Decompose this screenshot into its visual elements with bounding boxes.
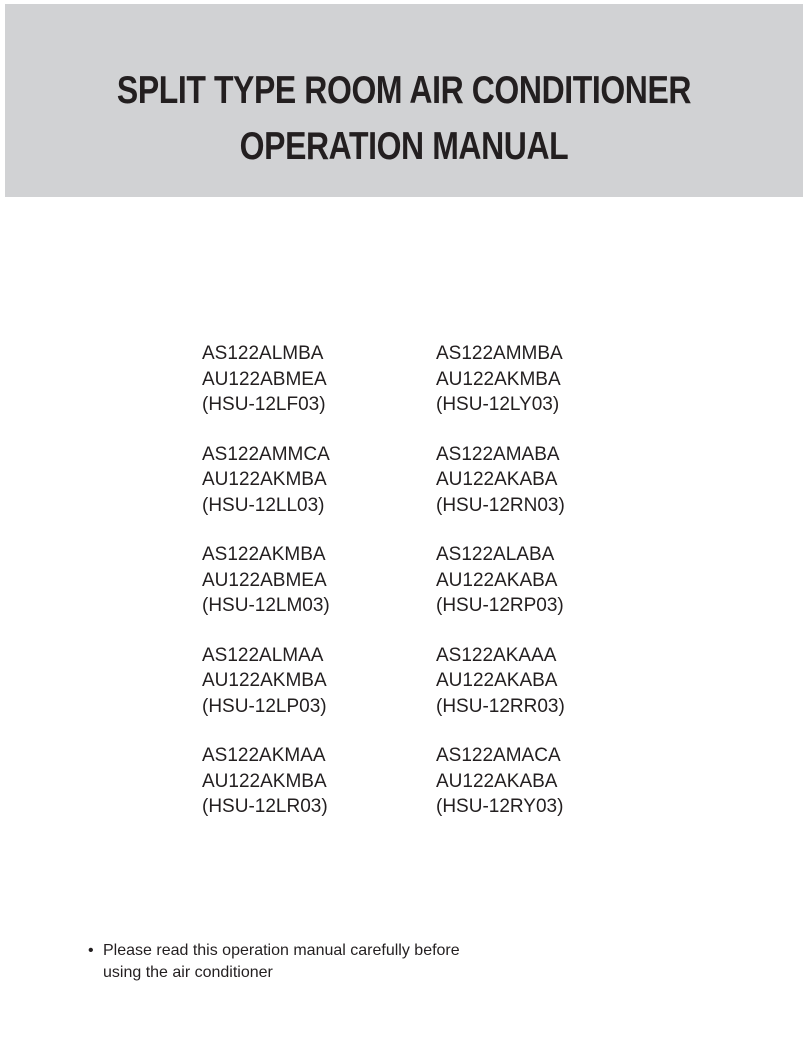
model-group [202, 542, 432, 643]
notice-text-line1: Please read this operation manual carefully before [103, 942, 460, 959]
indoor-model: AS122ALABA [436, 544, 555, 565]
outdoor-model: AU122AKMBA [202, 670, 327, 691]
model-code: (HSU-12RR03) [436, 695, 565, 717]
indoor-model: AS122ALMBA [202, 343, 324, 364]
model-list-right [436, 341, 666, 844]
outdoor-model: AU122AKMBA [202, 469, 327, 490]
model-group [436, 341, 666, 442]
model-code: (HSU-12LM03) [202, 595, 330, 616]
outdoor-model: AU122AKMBA [436, 368, 561, 390]
reading-notice [88, 940, 588, 984]
outdoor-model: AU122AKABA [436, 569, 558, 591]
model-group [436, 743, 666, 844]
outdoor-model: AU122ABMEA [202, 368, 327, 390]
outdoor-model: AU122AKMBA [202, 770, 327, 792]
manual-title: SPLIT TYPE ROOM AIR CONDITIONER [116, 69, 692, 112]
outdoor-model: AU122AKABA [436, 469, 558, 490]
model-code: (HSU-12LL03) [202, 494, 325, 516]
title-banner [5, 4, 803, 197]
indoor-model: AS122AMACA [436, 745, 561, 766]
manual-subtitle: OPERATION MANUAL [239, 125, 569, 168]
model-group [202, 442, 432, 543]
model-group [202, 341, 432, 442]
model-code: (HSU-12RP03) [436, 595, 564, 616]
outdoor-model: AU122AKABA [436, 770, 558, 792]
model-group [202, 743, 432, 844]
indoor-model: AS122AKAAA [436, 644, 557, 666]
outdoor-model: AU122ABMEA [202, 569, 327, 591]
indoor-model: AS122AKMBA [202, 544, 326, 565]
model-group [436, 442, 666, 543]
indoor-model: AS122ALMAA [202, 644, 324, 666]
model-code: (HSU-12LF03) [202, 394, 326, 415]
model-group [436, 542, 666, 643]
model-group [436, 643, 666, 744]
outdoor-model: AU122AKABA [436, 670, 558, 691]
bullet-icon: • [88, 942, 94, 959]
indoor-model: AS122AMMCA [202, 443, 330, 465]
model-code: (HSU-12LY03) [436, 394, 560, 415]
notice-line [88, 940, 588, 962]
notice-text-line2: using the air conditioner [103, 964, 273, 981]
notice-line [88, 962, 588, 984]
model-list-left [202, 341, 432, 844]
indoor-model: AS122AMMBA [436, 343, 563, 364]
model-code: (HSU-12LP03) [202, 695, 327, 717]
indoor-model: AS122AMABA [436, 443, 560, 465]
model-group [202, 643, 432, 744]
indoor-model: AS122AKMAA [202, 745, 326, 766]
model-code: (HSU-12RN03) [436, 494, 565, 516]
model-code: (HSU-12LR03) [202, 796, 328, 817]
model-code: (HSU-12RY03) [436, 796, 564, 817]
